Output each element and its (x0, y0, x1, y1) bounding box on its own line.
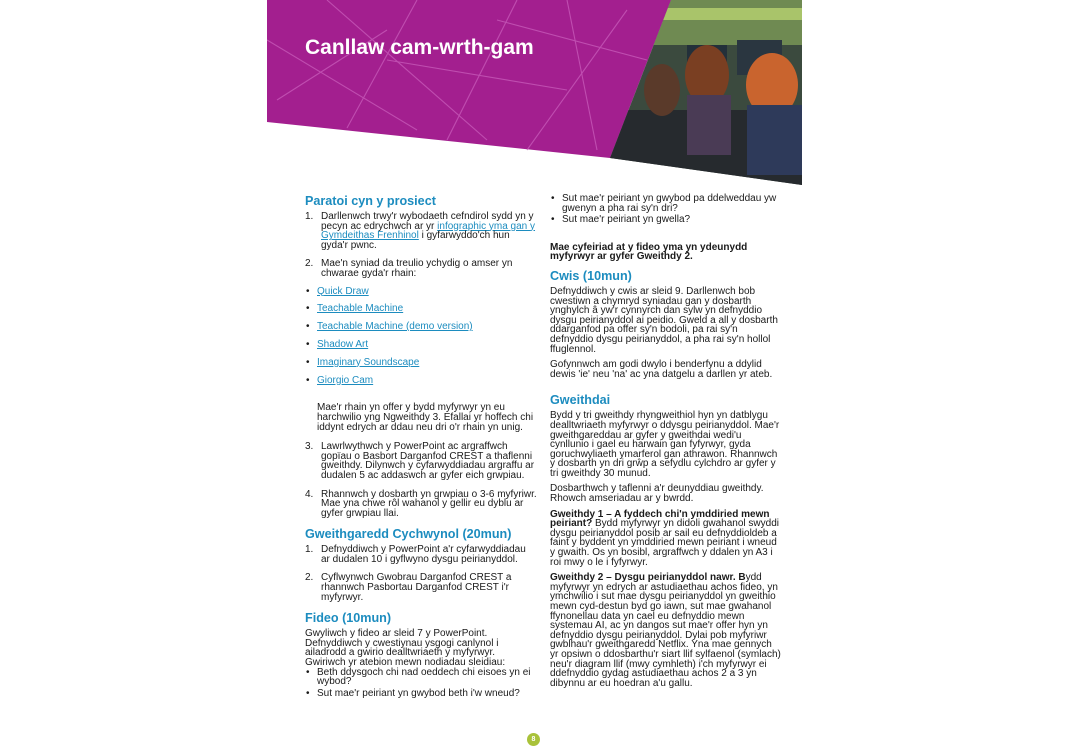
list-item (305, 340, 537, 358)
list-item: 3. Lawrlwythwch y PowerPoint ac argraffwch gopïau o Basbort Darganfod CREST a thaflenni gweithdy. Dilynwch y cyfarwyddiadau argraffu ar dudalen 5 ac addaswch ar gyfer eich grwpiau. (305, 441, 535, 481)
list-item (305, 358, 537, 376)
video-reference-note: Mae cyfeiriad at y fideo yma yn ydeunydd myfyrwyr ar gyfer Gweithdy 2. (550, 241, 748, 263)
heading-starter-activity: Gweithgaredd Cychwynol (20mun) (305, 527, 512, 542)
list-item: 2. Mae'n syniad da treulio ychydig o amser yn chwarae gyda'r rhain: (305, 258, 513, 279)
link-teachable-machine-demo[interactable]: Teachable Machine (demo version) (317, 321, 473, 333)
right-column (550, 194, 782, 694)
list-item: • Sut mae'r peiriant yn gwybod beth i'w wneud? (305, 689, 537, 699)
link-teachable-machine[interactable]: Teachable Machine (317, 303, 404, 315)
infographic-link[interactable]: infographic yma gan y Gymdeithas Frenhinol (321, 220, 536, 242)
video-text: Gwyliwch y fideo ar sleid 7 y PowerPoint. Defnyddiwch y cwestiynau ysgogi canlynol i ailadrodd a gwirio dealltwriaeth y myfyrwyr. Gwiriwch yr atebion mewn nodiadau sleidiau: (305, 628, 506, 669)
list-item (305, 376, 537, 394)
starter-list (305, 545, 537, 602)
page-title: Canllaw cam-wrth-gam (305, 36, 534, 59)
heading-video: Fideo (10mun) (305, 611, 392, 626)
heading-quiz: Cwis (10mun) (550, 268, 632, 283)
document-page (267, 0, 802, 756)
list-item: • Beth ddysgoch chi nad oeddech chi eisoes yn ei wybod? (305, 668, 537, 687)
list-item: • Sut mae'r peiriant yn gwella? (550, 215, 782, 225)
link-giorgio-cam[interactable]: Giorgio Cam (317, 374, 374, 386)
heading-preparation: Paratoi cyn y prosiect (305, 194, 436, 208)
list-item (305, 304, 537, 322)
video-questions-continued (550, 194, 782, 225)
prep-list (305, 212, 537, 279)
left-column (305, 194, 537, 700)
quiz-paragraph-2: Gofynnwch am godi dwylo i benderfynu a ddylid dewis 'ie' neu 'na' ac yna datgelu a darllen yr ateb. (550, 359, 773, 380)
quiz-paragraph-1: Defnyddiwch y cwis ar sleid 9. Darllenwch bob cwestiwn a chymryd syniadau gan y dosbarth ynghylch â yw'r cynnyrch dan sylw yn defnyddio dysgu peirianyddol ai peidio. Gweld a all y dosbarth ddarganfod pa offer sy'n bodoli, pa rai sy'n defnyddio dysgu peirianyddol, a pha rai sy'n hollol ffuglennol. (550, 285, 778, 355)
workshops-paragraph-2: Dosbarthwch y taflenni a'r deunyddiau gweithdy. Rhowch amseriadau ar y bwrdd. (550, 483, 764, 505)
list-item (305, 287, 537, 305)
list-item: 1. Defnyddiwch y PowerPoint a'r cyfarwyddiadau ar dudalen 10 i gyflwyno dysgu peirianyddol. (305, 544, 526, 565)
list-item: 1. Darllenwch trwy'r wybodaeth cefndirol sydd yn y pecyn ac edrychwch ar yr infographic yma gan y Gymdeithas Frenhinol i gyfarwyddo'ch hun gyda'r pwnc. (305, 211, 536, 251)
prep-list-continued (305, 442, 537, 518)
workshop-2: Gweithdy 2 – Dysgu peirianyddol nawr. Bydd myfyrwyr yn edrych ar astudiaethau achos fideo, yn ymchwilio i sut mae dysgu peirianyddol yn gweithio mewn cyd-destun byd go iawn, sut mae gwahanol ffynonellau data yn cael eu defnyddio mewn systemau AI, ac yn dangos sut mae'r offer hyn yn defnyddio dysgu peirianyddol. Dylai pob myfyriwr gwblhau'r gweithgaredd Netflix. Yna mae gennych yr opsiwn o ddosbarthu'r siart llif sylfaenol (symlach) neu'r diagram llif (mwy cymhleth) i'ch myfyrwyr ei ddefnyddio gydag astudiaethau achos 2 a 3 yn dibynnu ar eu hoedran a'u gallu. (550, 572, 781, 689)
workshops-paragraph-1: Bydd y tri gweithdy rhyngweithiol hyn yn datblygu dealltwriaeth myfyrwyr o ddysgu peirianyddol. Mae'r gweithgareddau ar gyfer y gweithdai wedi'u cynllunio i gael eu harwain gan fyfyrwyr, gyda goruchwyliaeth ymarferol gan athrawon. Rhannwch y dosbarth yn dri grŵp a sefydlu cylchdro ar gyfer y tri gweithdy 30 munud. (550, 410, 780, 479)
heading-workshops: Gweithdai (550, 393, 611, 408)
workshop-1: Gweithdy 1 – A fyddech chi'n ymddiried mewn peiriant? Bydd myfyrwyr yn didoli gwahanol swyddi dysgu peirianyddol posib ar sail eu defnyddioldeb a faint y byddent yn ymddiried mewn peiriant i wneud y gwaith. Os yn bosibl, argraffwch y ddalen yn A3 i roi mwy o le i fyfyrwyr. (550, 508, 779, 568)
tools-note: Mae'r rhain yn offer y bydd myfyrwyr yn eu harchwilio yng Ngweithdy 3. Efallai yr hoffech chi iddynt edrych ar ddau neu dri o'r rhain yn unig. (317, 402, 534, 433)
tool-links (305, 287, 537, 394)
video-questions (305, 668, 537, 699)
page-number: 8 (527, 733, 540, 746)
link-quick-draw[interactable]: Quick Draw (317, 285, 369, 297)
list-item: • Sut mae'r peiriant yn gwybod pa ddelweddau yw gwenyn a pha rai sy'n dri? (550, 194, 782, 213)
list-item (305, 322, 537, 340)
header-banner (267, 0, 802, 190)
link-imaginary-soundscape[interactable]: Imaginary Soundscape (317, 356, 420, 368)
list-item: 2. Cyflwynwch Gwobrau Darganfod CREST a rhannwch Pasbortau Darganfod CREST i'r myfyrwyr. (305, 572, 512, 603)
link-shadow-art[interactable]: Shadow Art (317, 338, 369, 350)
list-item: 4. Rhannwch y dosbarth yn grwpiau o 3-6 myfyriwr. Mae yna chwe rôl wahanol y gellir eu dyblu ar gyfer grwpiau llai. (305, 488, 537, 519)
magenta-banner (267, 0, 671, 158)
